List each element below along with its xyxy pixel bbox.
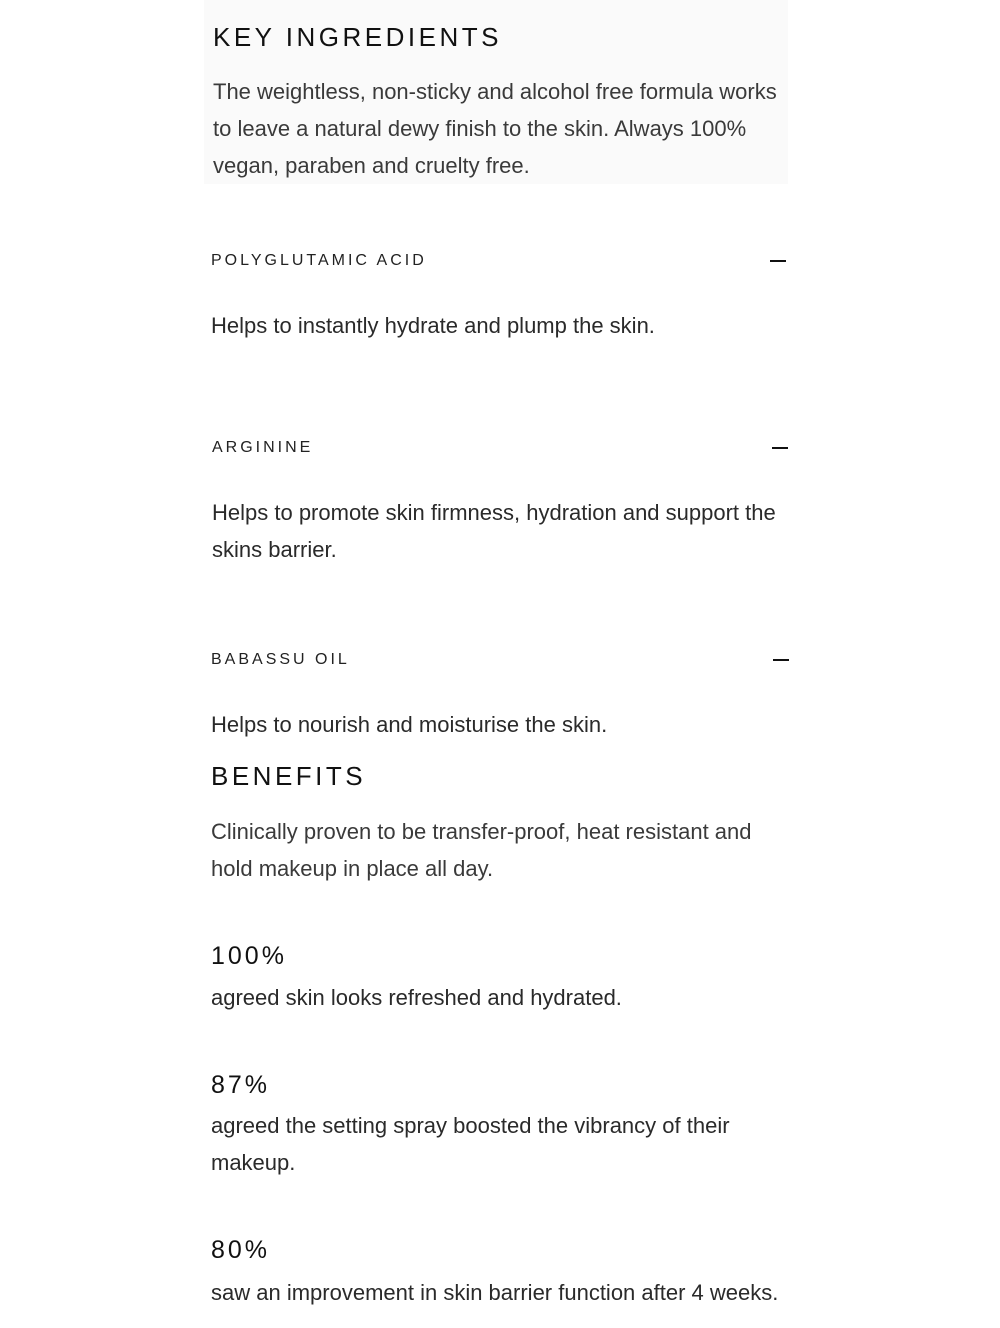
stat-text: agreed skin looks refreshed and hydrated. <box>211 985 622 1010</box>
minus-icon[interactable] <box>770 260 786 262</box>
key-ingredients-heading: KEY INGREDIENTS <box>213 22 502 52</box>
accordion-header-babassu-oil[interactable] <box>204 639 794 681</box>
minus-icon[interactable] <box>773 659 789 661</box>
accordion-title: ARGININE <box>212 439 314 456</box>
key-ingredients-intro: The weightless, non-sticky and alcohol free formula works to leave a natural dewy finish to the skin. Always 100% vegan, paraben and cruelty free. <box>213 79 777 178</box>
stat-text: saw an improvement in skin barrier function after 4 weeks. <box>211 1280 779 1305</box>
accordion-title: POLYGLUTAMIC ACID <box>211 252 427 269</box>
stat-text: agreed the setting spray boosted the vibrancy of their makeup. <box>211 1113 730 1175</box>
accordion-header-arginine[interactable] <box>204 427 794 469</box>
stat-value: 80% <box>211 1236 271 1264</box>
accordion-description: Helps to nourish and moisturise the skin. <box>211 712 608 737</box>
stat-value: 100% <box>211 942 287 970</box>
benefits-intro: Clinically proven to be transfer-proof, heat resistant and hold makeup in place all day. <box>211 819 752 881</box>
accordion-description: Helps to promote skin firmness, hydration and support the skins barrier. <box>212 500 776 562</box>
stat-value: 87% <box>211 1071 271 1099</box>
accordion-header-polyglutamic-acid[interactable] <box>204 240 794 282</box>
benefits-heading: BENEFITS <box>211 761 367 791</box>
accordion-title: BABASSU OIL <box>211 651 350 668</box>
accordion-description: Helps to instantly hydrate and plump the skin. <box>211 313 655 338</box>
minus-icon[interactable] <box>772 447 788 449</box>
